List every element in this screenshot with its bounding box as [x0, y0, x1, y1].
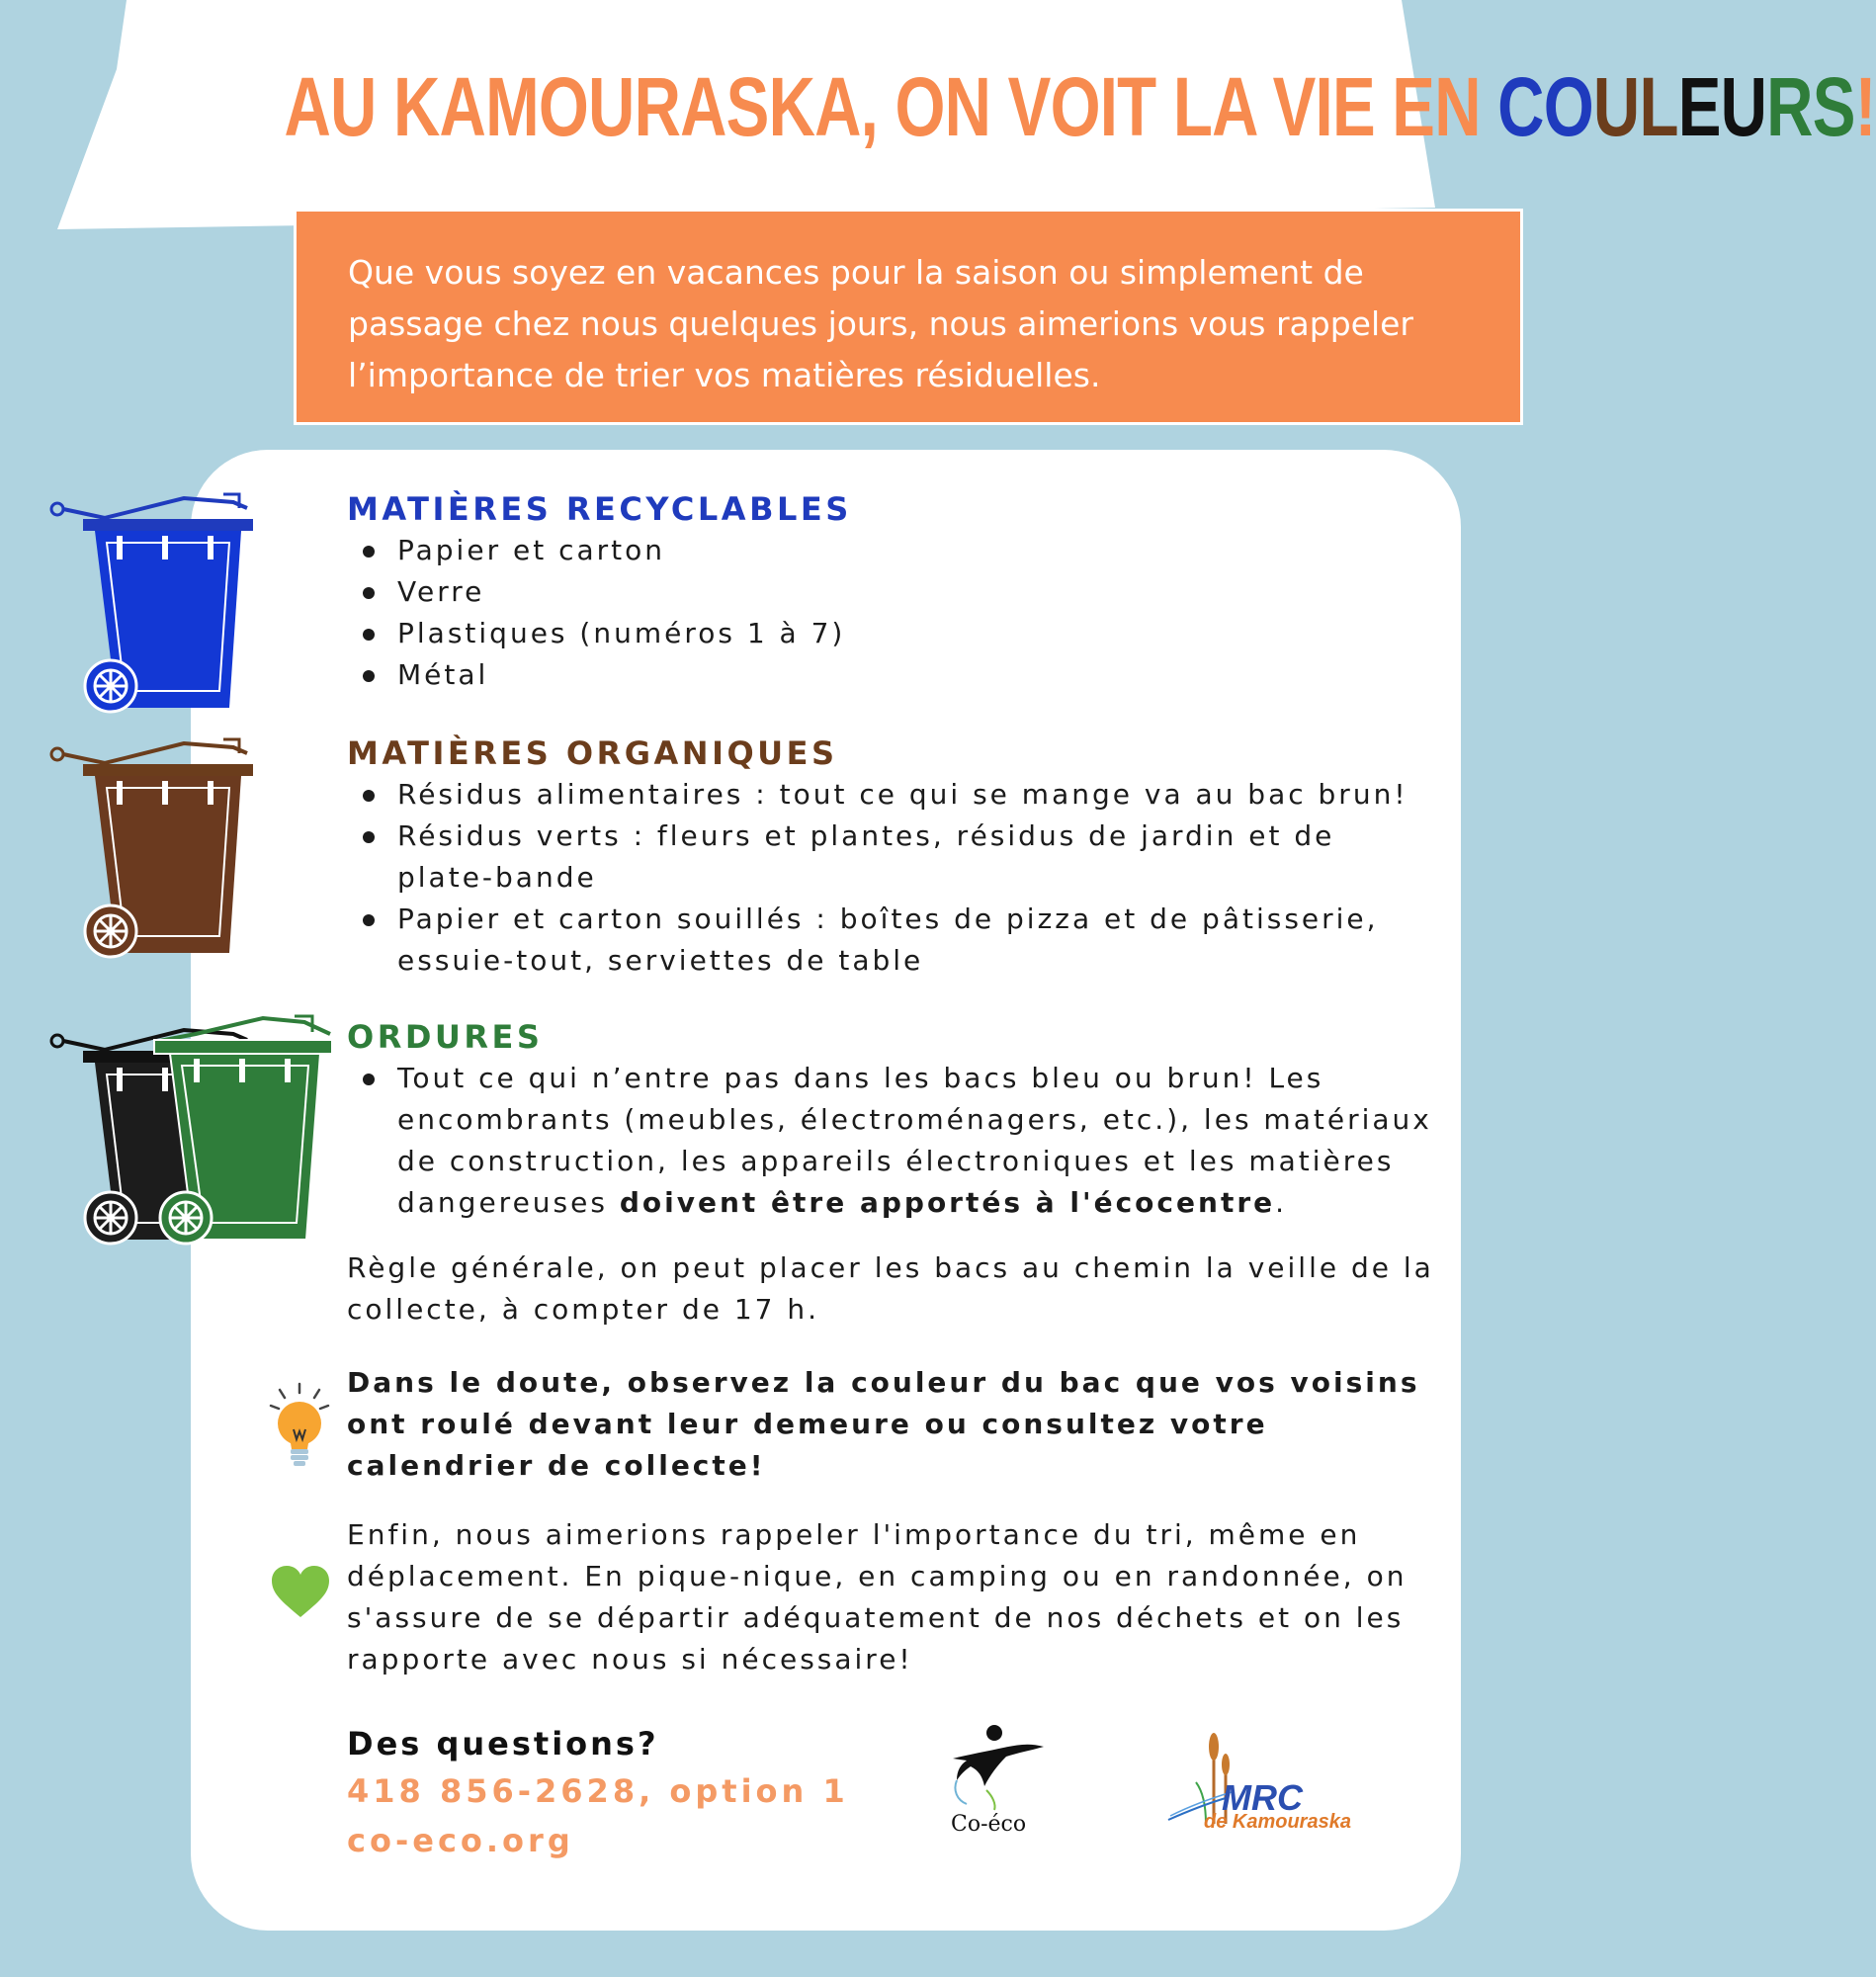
- title-letter: U: [1720, 60, 1767, 153]
- contact-phone[interactable]: 418 856-2628, option 1: [347, 1772, 849, 1810]
- section-tip: [347, 1362, 1454, 1487]
- list-recyclables: [347, 530, 1464, 696]
- heart-icon: [270, 1564, 331, 1619]
- ordures-item-end: .: [1275, 1186, 1288, 1219]
- section-recyclables: [347, 488, 1464, 696]
- title-letter: R: [1766, 60, 1813, 153]
- coeco-logo-text: Co-éco: [951, 1812, 1027, 1837]
- list-item: Métal: [347, 654, 1464, 696]
- mrc-logo-sub-text: de Kamouraska: [1204, 1811, 1351, 1833]
- list-item: Papier et carton souillés : boîtes de pizza et de pâtisserie, essuie-tout, serviettes de table: [347, 899, 1444, 982]
- intro-text: Que vous soyez en vacances pour la saison ou simplement de passage chez nous quelques jours, nous aimerions vous rappeler l’importance de trier vos matières résiduelles.: [348, 253, 1413, 394]
- title-colored-word: [1497, 60, 1876, 153]
- contact-question: Des questions?: [347, 1725, 659, 1762]
- heading-organiques: MATIÈRES ORGANIQUES: [347, 734, 838, 772]
- list-item: Plastiques (numéros 1 à 7): [347, 613, 1464, 654]
- tip-text: Dans le doute, observez la couleur du bac que vos voisins ont roulé devant leur demeure ou consultez votre calendrier de collecte!: [347, 1366, 1420, 1482]
- title-letter: !: [1854, 60, 1876, 153]
- section-rule: [347, 1247, 1454, 1331]
- title-letter: L: [1639, 60, 1678, 153]
- list-organiques: [347, 774, 1444, 982]
- list-item: Résidus verts : fleurs et plantes, résidus de jardin et de plate-bande: [347, 816, 1444, 899]
- title-letter: U: [1592, 60, 1640, 153]
- page-title: [284, 57, 1876, 156]
- closing-text: Enfin, nous aimerions rappeler l'importance du tri, même en déplacement. En pique-nique, en camping ou en randonnée, on s'assure de se départir adéquatement de nos déchets et on les rapporte avec nous si nécessaire!: [347, 1518, 1407, 1676]
- rule-text: Règle générale, on peut placer les bacs au chemin la veille de la collecte, à compter de 17 h.: [347, 1251, 1434, 1326]
- list-item: Résidus alimentaires : tout ce qui se mange va au bac brun!: [347, 774, 1444, 816]
- list-ordures: [347, 1058, 1464, 1224]
- heading-ordures: ORDURES: [347, 1018, 544, 1056]
- section-contact: [347, 1721, 940, 1865]
- title-letter: E: [1677, 60, 1721, 153]
- section-closing: [347, 1514, 1454, 1680]
- brown-compost-bin-icon: [45, 733, 263, 956]
- coeco-logo: [939, 1725, 1058, 1839]
- section-ordures: [347, 1016, 1464, 1224]
- lightbulb-icon: [267, 1380, 332, 1471]
- list-item: Papier et carton: [347, 530, 1464, 571]
- title-letter: S: [1812, 60, 1855, 153]
- list-item: Verre: [347, 571, 1464, 613]
- black-and-green-garbage-bins-icon: [45, 1012, 342, 1245]
- title-prefix: AU KAMOURASKA, ON VOIT LA VIE EN: [284, 60, 1498, 153]
- blue-recycling-bin-icon: [45, 488, 263, 711]
- intro-box: [294, 209, 1523, 425]
- contact-website[interactable]: co-eco.org: [347, 1822, 574, 1859]
- mrc-logo-main-text: MRC: [1222, 1777, 1303, 1818]
- title-letter: O: [1543, 60, 1593, 153]
- mrc-kamouraska-logo: [1166, 1725, 1404, 1834]
- list-item: [347, 1058, 1464, 1224]
- section-organiques: [347, 732, 1464, 982]
- title-letter: C: [1497, 60, 1544, 153]
- heading-recyclables: MATIÈRES RECYCLABLES: [347, 490, 852, 528]
- ordures-item-text: Tout ce qui n’entre pas dans les bacs bleu ou brun! Les encombrants (meubles, électroménagers, etc.), les matériaux de construction, les appareils électroniques et les matières dangereuses: [397, 1062, 1432, 1219]
- ordures-item-bold: doivent être apportés à l'écocentre: [619, 1186, 1276, 1219]
